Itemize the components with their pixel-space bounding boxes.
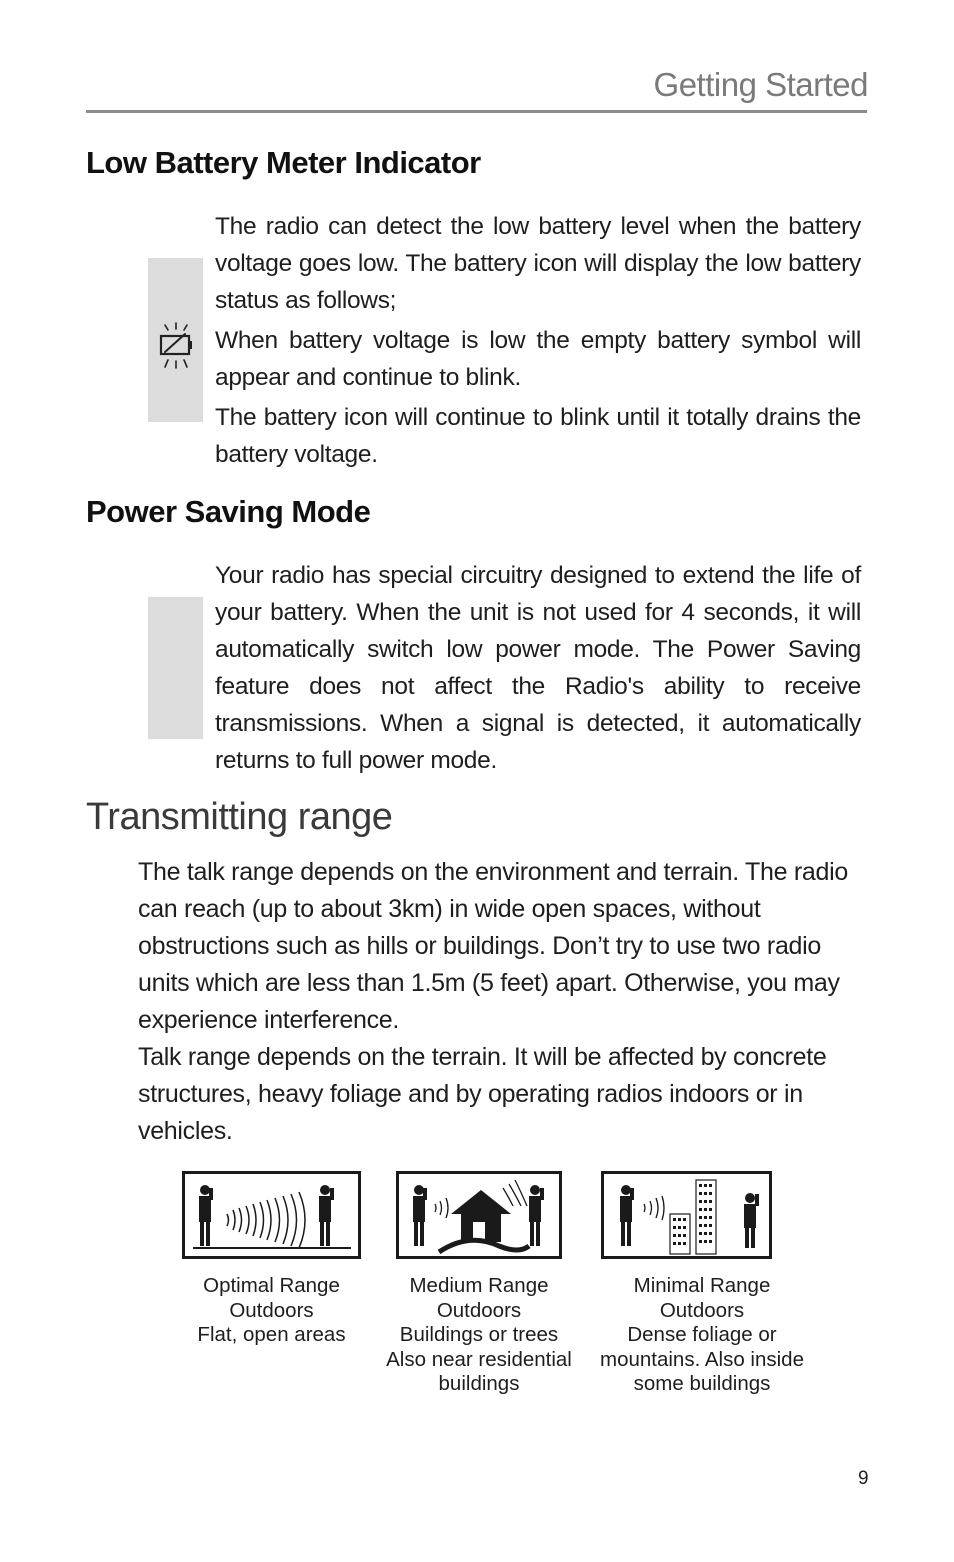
power-saving-body: [215, 557, 861, 779]
optimal-range-caption: [182, 1274, 361, 1348]
caption-line: buildings: [438, 1372, 520, 1395]
caption-line: mountains. Also inside: [600, 1347, 804, 1371]
low-battery-heading: Low Battery Meter Indicator: [86, 145, 481, 180]
caption-line: Dense foliage or: [627, 1323, 777, 1346]
optimal-range-illustration: [182, 1171, 361, 1259]
caption-line: Outdoors: [436, 1298, 522, 1322]
power-saving-paragraph: Your radio has special circuitry designed to extend the life of your battery. When the unit is not used for 4 seconds, it will automatically switch low power mode. The Power Saving feature does not affect the Radio's ability to receive transmissions. When a signal is detected, it automatically returns to full power mode.: [215, 562, 861, 774]
low-battery-paragraph: The radio can detect the low battery level when the battery voltage goes low. The battery icon will display the low battery status as follows;: [215, 213, 861, 314]
power-saving-heading: Power Saving Mode: [86, 494, 371, 529]
medium-range-caption: [379, 1274, 579, 1397]
range-paragraph: Talk range depends on the terrain. It will be affected by concrete structures, heavy foliage and by operating radios indoors or in vehicles.: [138, 1043, 827, 1145]
caption-line: Outdoors: [229, 1298, 314, 1322]
transmitting-range-body: [138, 854, 858, 1150]
caption-line: Minimal Range: [633, 1274, 771, 1297]
blinking-empty-battery-icon: [157, 322, 195, 370]
page-number: 9: [858, 1468, 869, 1489]
range-paragraph: The talk range depends on the environment and terrain. The radio can reach (up to about 3km) in wide open spaces, without obstructions such as hills or buildings. Don’t try to use two radio units which are less than 1.5m (5 feet) apart. Otherwise, you may experience interference.: [138, 858, 848, 1034]
transmitting-range-heading: Transmitting range: [86, 796, 393, 838]
caption-line: Optimal Range: [203, 1274, 340, 1297]
power-saving-sidebar: [148, 597, 203, 739]
medium-range-illustration: [396, 1171, 562, 1259]
caption-line: Outdoors: [659, 1298, 745, 1322]
header-divider: [86, 110, 867, 113]
low-battery-body: [215, 208, 861, 473]
minimal-range-illustration: [601, 1171, 772, 1259]
page-header-title: Getting Started: [653, 66, 868, 103]
caption-line: Buildings or trees: [399, 1323, 559, 1346]
low-battery-paragraph: When battery voltage is low the empty battery symbol will appear and continue to blink.: [215, 327, 861, 391]
minimal-range-caption: [591, 1274, 813, 1397]
caption-line: Medium Range: [409, 1274, 549, 1297]
low-battery-paragraph: The battery icon will continue to blink until it totally drains the battery voltage.: [215, 404, 861, 468]
caption-line: Flat, open areas: [197, 1323, 346, 1346]
caption-line: some buildings: [633, 1372, 771, 1395]
caption-line: Also near residential: [386, 1347, 572, 1371]
